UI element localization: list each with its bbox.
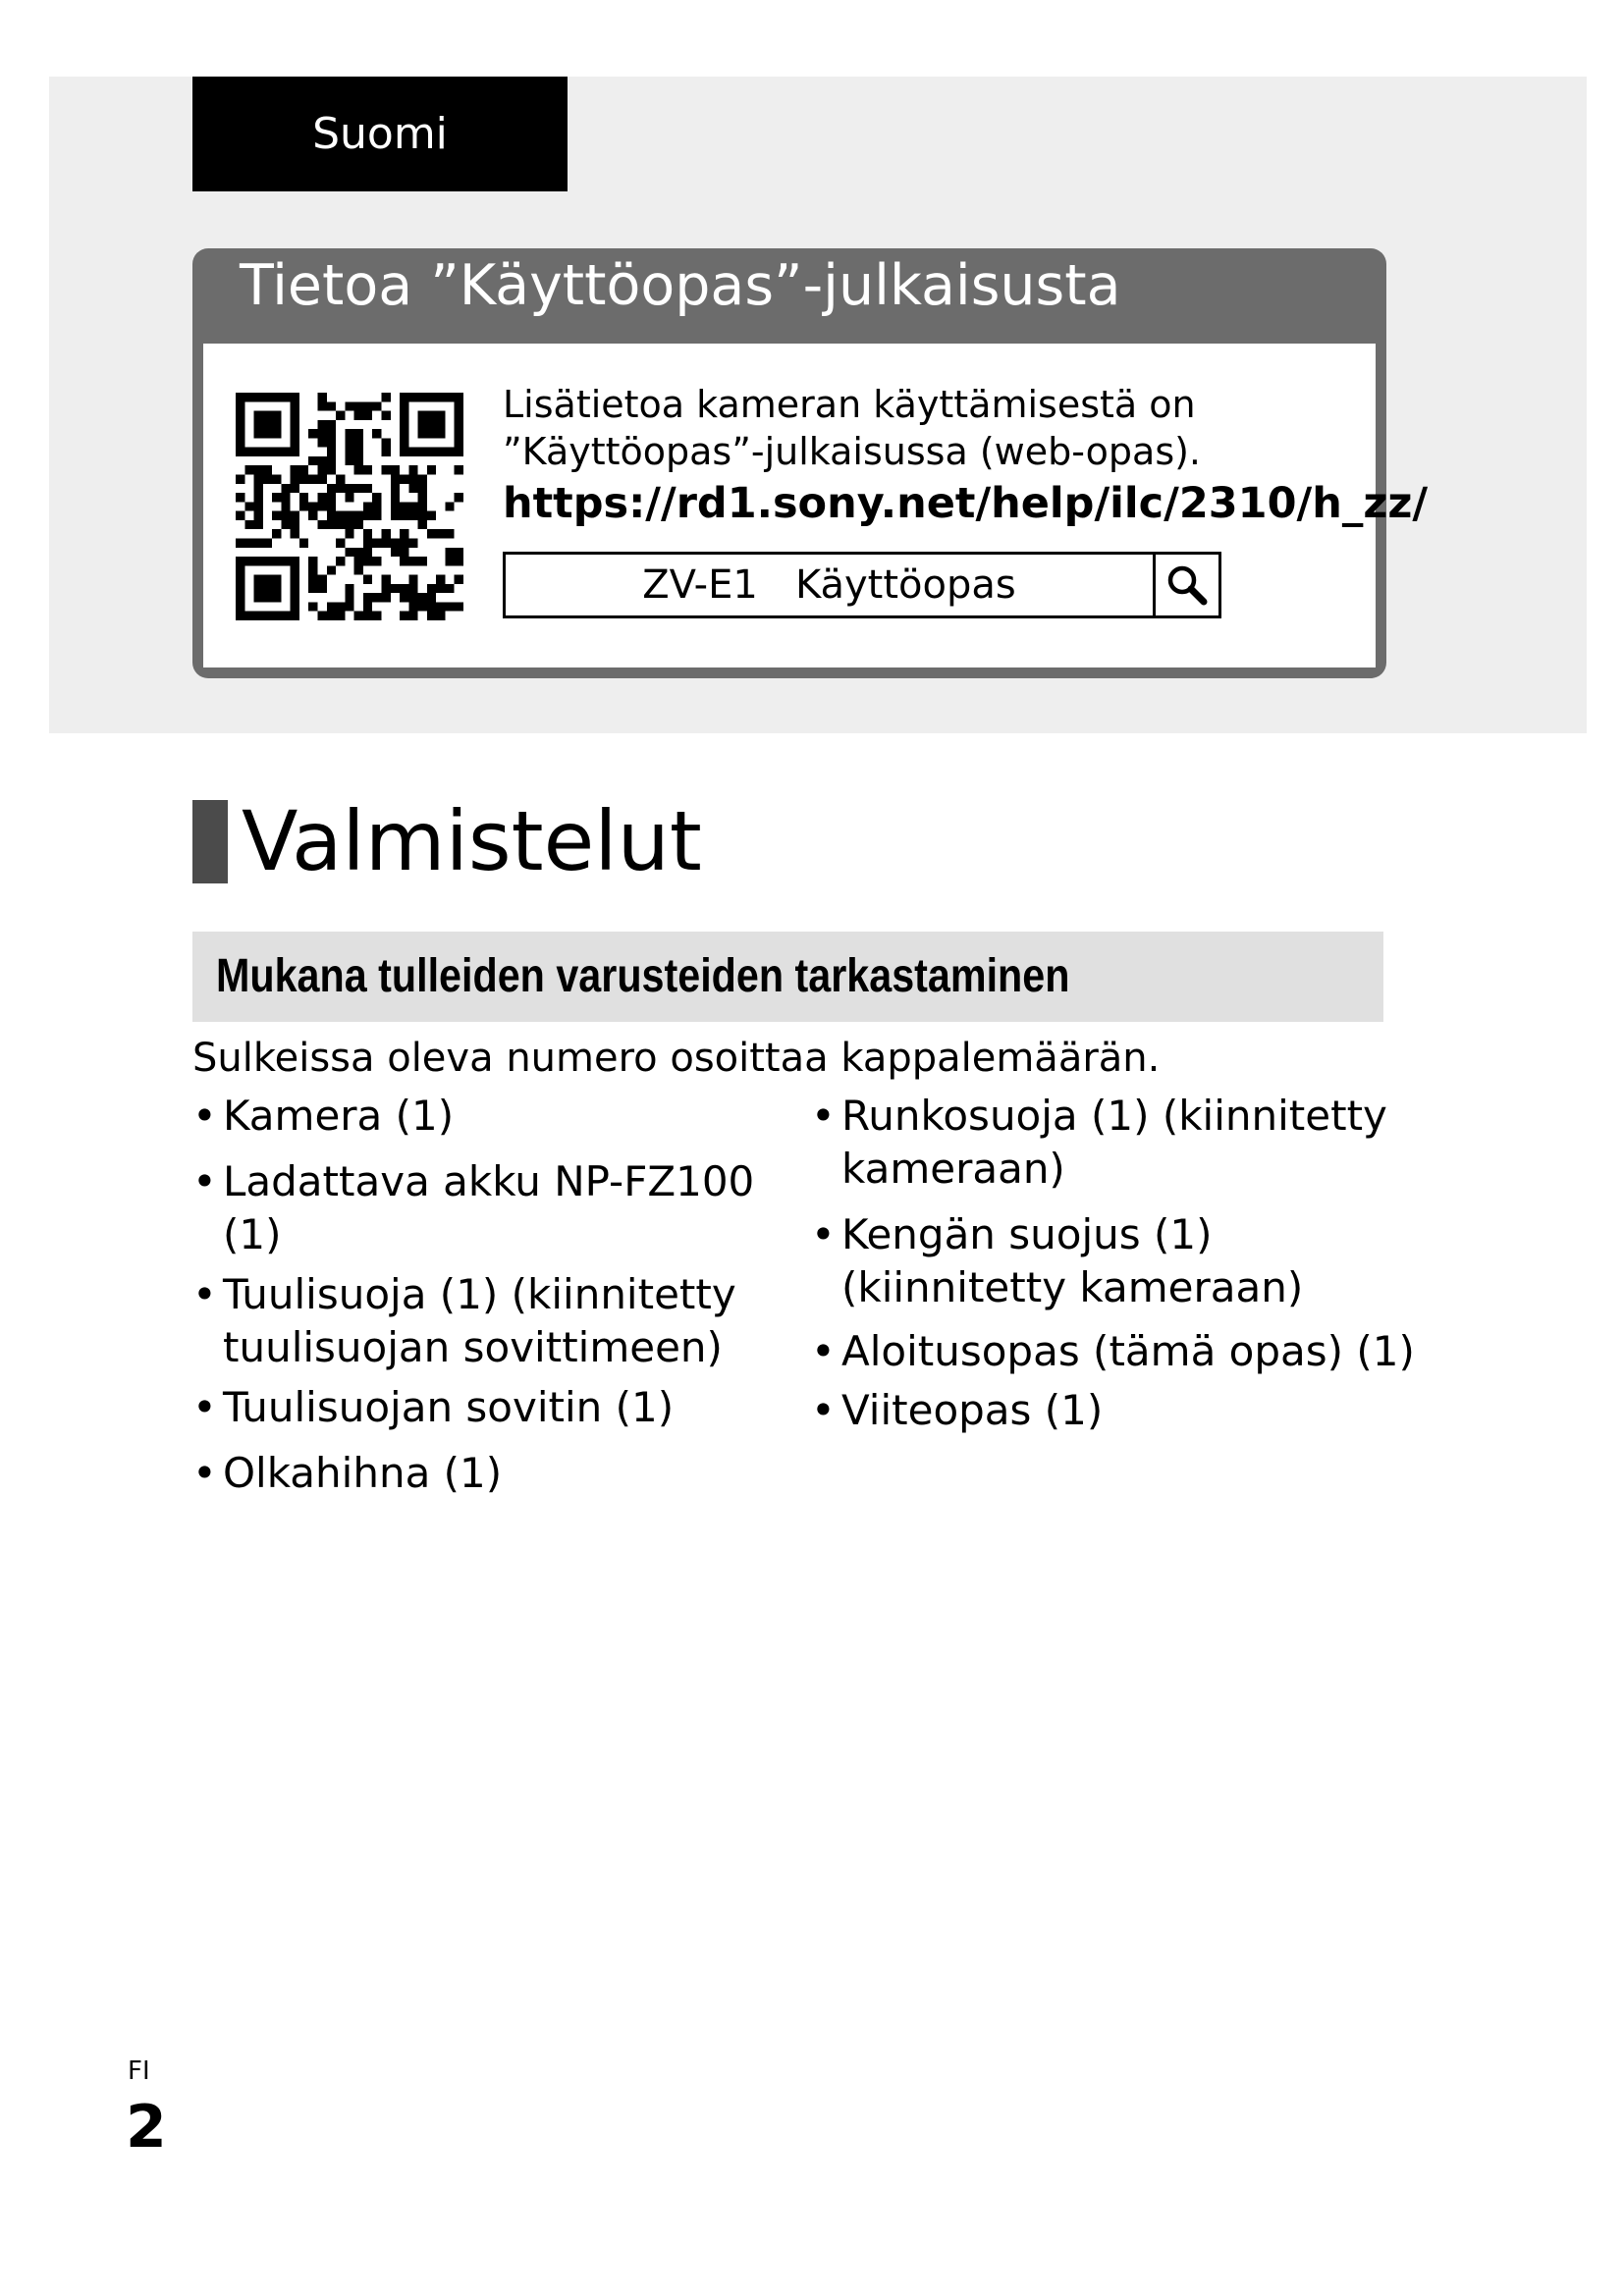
guide-content xyxy=(203,344,1429,667)
list-item-line: • Aloitusopas (tämä opas) (1) xyxy=(841,1327,1415,1375)
page-number: 2 xyxy=(126,2093,167,2162)
list-item-line: • Viiteopas (1) xyxy=(841,1386,1104,1434)
search-icon xyxy=(1165,563,1209,607)
list-item xyxy=(192,1381,674,1434)
section-title: Valmistelut xyxy=(242,793,702,889)
list-item xyxy=(811,1208,1303,1314)
list-item-line: • Tuulisuoja (1) (kiinnitetty xyxy=(223,1270,736,1318)
guide-description-line: ”Käyttöopas”-julkaisussa (web-opas). xyxy=(503,430,1202,473)
heading-bar xyxy=(192,800,228,883)
list-item-line: • Kengän suojus (1) xyxy=(841,1210,1213,1258)
guide-description-line: Lisätietoa kameran käyttämisestä on xyxy=(503,383,1196,426)
page-language-code: FI xyxy=(128,2056,150,2086)
guide-title: Tietoa ”Käyttöopas”-julkaisusta xyxy=(240,253,1121,318)
list-item-line: • Olkahihna (1) xyxy=(223,1449,503,1497)
guide-description xyxy=(503,381,1201,475)
list-item-line: (kiinnitetty kameraan) xyxy=(841,1263,1304,1311)
intro-text: Sulkeissa oleva numero osoittaa kappalemäärän. xyxy=(192,1036,1161,1081)
subsection-title: Mukana tulleiden varusteiden tarkastaminen xyxy=(216,950,1070,1002)
list-item xyxy=(811,1090,1387,1196)
guide-url-link[interactable]: https://rd1.sony.net/help/ilc/2310/h_zz/ xyxy=(503,479,1429,528)
search-button[interactable] xyxy=(1153,555,1218,615)
language-tab: Suomi xyxy=(192,77,568,191)
list-item-line: tuulisuojan sovittimeen) xyxy=(223,1323,723,1371)
list-item-line: • Tuulisuojan sovitin (1) xyxy=(223,1383,675,1431)
list-item xyxy=(192,1155,754,1261)
list-item xyxy=(811,1384,1103,1437)
search-field[interactable] xyxy=(503,552,1221,618)
section-heading xyxy=(192,793,702,889)
list-item-line: • Runkosuoja (1) (kiinnitetty xyxy=(841,1092,1387,1140)
list-item xyxy=(192,1447,502,1500)
qr-code-icon[interactable] xyxy=(236,393,463,620)
subsection-band xyxy=(192,932,1383,1022)
list-item xyxy=(811,1325,1415,1378)
list-item xyxy=(192,1268,736,1374)
list-item-line: (1) xyxy=(223,1210,282,1258)
list-item-line: kameraan) xyxy=(841,1145,1065,1193)
list-item-line: • Kamera (1) xyxy=(223,1092,455,1140)
list-item-line: • Ladattava akku NP-FZ100 xyxy=(223,1157,755,1205)
list-item xyxy=(192,1090,454,1143)
user-guide-box xyxy=(192,248,1429,678)
search-query[interactable]: ZV-E1 Käyttöopas xyxy=(642,562,1016,608)
